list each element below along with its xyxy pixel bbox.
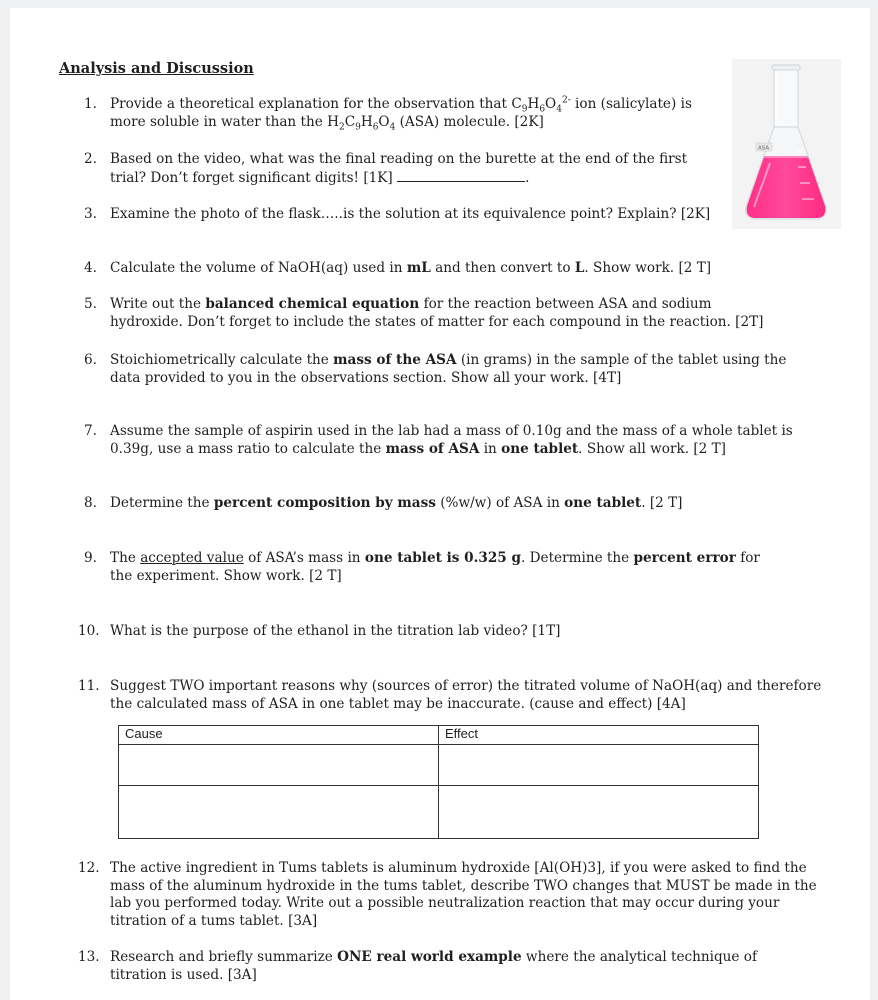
table-header-cause: Cause: [119, 726, 439, 745]
question-text: Provide a theoretical explanation for the observation that $C_9H_6O_4^{2-}$ ion (salicylate) is more soluble in water than the $H_2C_9H_6O_4$ (ASA) molecule. [2K]: [110, 95, 692, 133]
worksheet-page: [10, 8, 870, 1000]
question-number: 3.: [84, 206, 97, 222]
question-text: Calculate the volume of NaOH(aq) used in mL and then convert to L. Show work. [2 T]: [110, 260, 712, 276]
question-9: [84, 550, 824, 585]
question-3: [84, 206, 824, 224]
question-text: Examine the photo of the flask…..is the solution at its equivalence point? Explain? [2K]: [110, 206, 711, 222]
question-number: 10.: [78, 623, 100, 639]
question-number: 1.: [84, 96, 97, 112]
question-text: The accepted value of ASA’s mass in one tablet is 0.325 g. Determine the percent error for the experiment. Show work. [2 T]: [110, 550, 760, 584]
question-text: Based on the video, what was the final reading on the burette at the end of the first trial? Don’t forget significant digits! [1K] .: [110, 151, 688, 186]
cause-cell[interactable]: [119, 745, 439, 786]
flask-illustration: [732, 59, 841, 229]
table-header-effect: Effect: [439, 726, 759, 745]
section-heading: Analysis and Discussion: [59, 60, 254, 77]
question-8: [84, 495, 824, 513]
question-11: [78, 678, 824, 713]
question-number: 9.: [84, 550, 97, 566]
question-number: 8.: [84, 495, 97, 511]
question-text: Stoichiometrically calculate the mass of the ASA (in grams) in the sample of the tablet using the data provided to you in the observations section. Show all your work. [4T]: [110, 352, 787, 386]
table-row: [119, 745, 759, 786]
question-number: 4.: [84, 260, 97, 276]
question-text: Suggest TWO important reasons why (sources of error) the titrated volume of NaOH(aq) and therefore the calculated mass of ASA in one tablet may be inaccurate. (cause and effect) [4A]: [110, 678, 822, 712]
question-text: Write out the balanced chemical equation for the reaction between ASA and sodium hydroxide. Don’t forget to include the states of matter for each compound in the reaction. [2T]: [110, 296, 764, 330]
cause-effect-table: [118, 725, 759, 839]
question-number: 5.: [84, 296, 97, 312]
table-row: [119, 786, 759, 839]
flask-photo: [732, 59, 841, 229]
question-4: [84, 260, 824, 278]
question-5: [84, 296, 824, 331]
effect-cell[interactable]: [439, 786, 759, 839]
question-6: [84, 352, 824, 387]
question-10: [78, 623, 824, 641]
question-number: 7.: [84, 423, 97, 439]
cause-cell[interactable]: [119, 786, 439, 839]
question-text: Determine the percent composition by mass (%w/w) of ASA in one tablet. [2 T]: [110, 495, 683, 511]
question-number: 13.: [78, 949, 100, 965]
answer-blank[interactable]: [397, 169, 525, 182]
question-13: [78, 949, 824, 984]
question-2: [84, 151, 824, 187]
question-7: [84, 423, 824, 458]
flask-label: ASA: [758, 145, 770, 152]
question-number: 12.: [78, 860, 100, 876]
question-text: Assume the sample of aspirin used in the lab had a mass of 0.10g and the mass of a whole tablet is 0.39g, use a mass ratio to calculate the mass of ASA in one tablet. Show all work. [2 T]: [110, 423, 793, 457]
question-text: What is the purpose of the ethanol in the titration lab video? [1T]: [110, 623, 561, 639]
question-text: Research and briefly summarize ONE real world example where the analytical technique of titration is used. [3A]: [110, 949, 758, 983]
question-12: [78, 860, 824, 930]
question-number: 2.: [84, 151, 97, 167]
question-number: 11.: [78, 678, 100, 694]
question-text: The active ingredient in Tums tablets is aluminum hydroxide [Al(OH)3], if you were asked to find the mass of the aluminum hydroxide in the tums tablet, describe TWO changes that MUST be made in the lab you performed today. Write out a possible neutralization reaction that may occur during your titration of a tums tablet. [3A]: [110, 860, 817, 929]
effect-cell[interactable]: [439, 745, 759, 786]
question-number: 6.: [84, 352, 97, 368]
question-1: [84, 96, 824, 131]
